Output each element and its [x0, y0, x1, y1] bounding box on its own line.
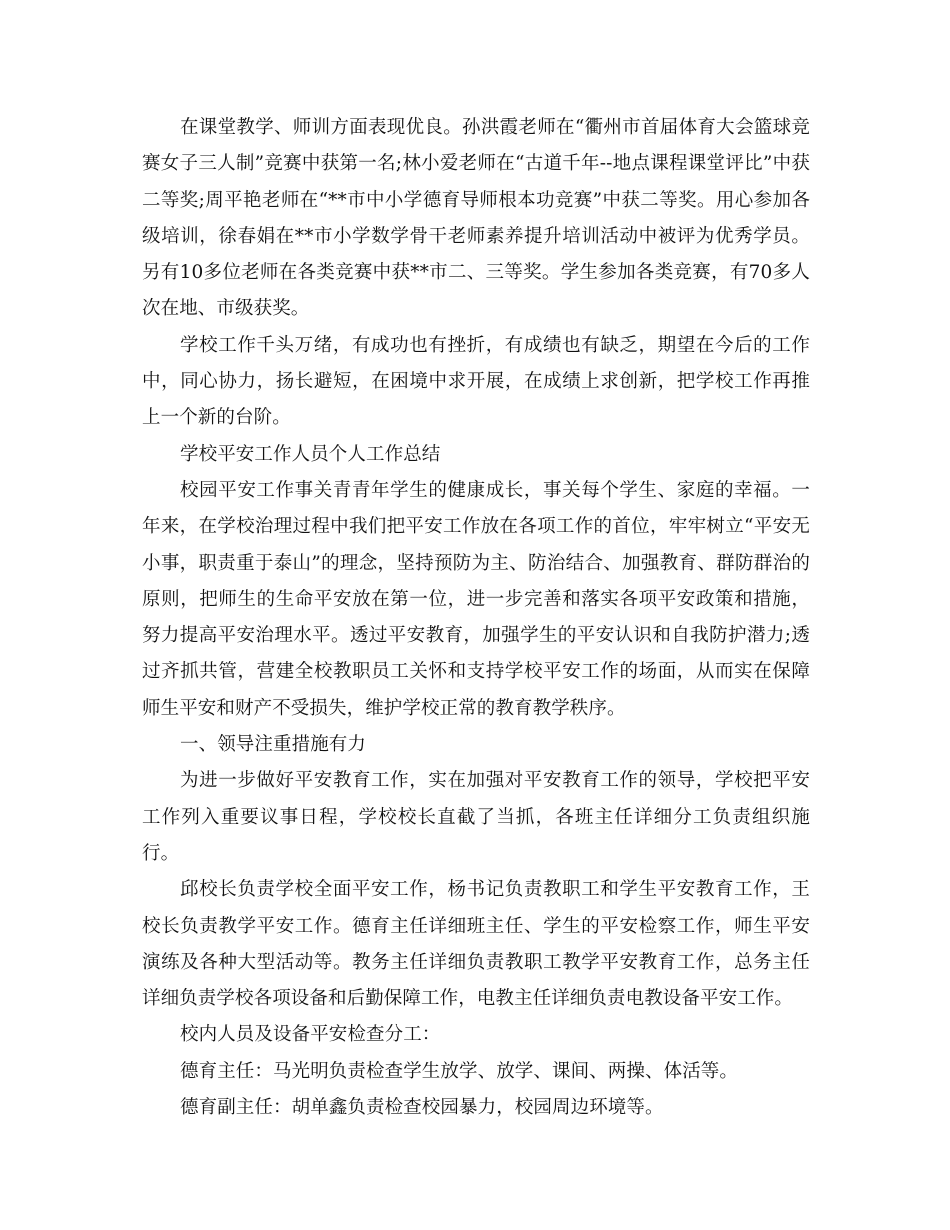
- paragraph-leadership: 为进一步做好平安教育工作，实在加强对平安教育工作的领导，学校把平安工作列入重要议事日程，学校校长直截了当抓，各班主任详细分工负责组织施行。: [142, 770, 810, 864]
- paragraph-awards: 在课堂教学、师训方面表现优良。孙洪霞老师在“衢州市首届体育大会篮球竞赛女子三人制”竞赛中获第一名;林小爱老师在“古道千年--地点课程课堂评比”中获二等奖;周平艳老师在“**市中小学德育导师根本功竞赛”中获二等奖。用心参加各级培训，徐春娟在**市小学数学骨干老师素养提升培训活动中被评为优秀学员。另有10多位老师在各类竞赛中获**市二、三等奖。学生参加各类竞赛，有70多人次在地、市级获奖。: [142, 117, 810, 320]
- paragraph-inspection-division: 校内人员及设备平安检查分工：: [180, 1024, 441, 1046]
- paragraph-safety-intro: 校园平安工作事关青青年学生的健康成长，事关每个学生、家庭的幸福。一年来，在学校治理过程中我们把平安工作放在各项工作的首位，牢牢树立“平安无小事，职责重于泰山”的理念，坚持预防为主、防治结合、加强教育、群防群治的原则，把师生的生命平安放在第一位，进一步完善和落实各项平安政策和措施，努力提高平安治理水平。透过平安教育，加强学生的平安认识和自我防护潜力;透过齐抓共管，营建全校教职员工关怀和支持学校平安工作的场面，从而实在保障师生平安和财产不受损失，维护学校正常的教育教学秩序。: [142, 479, 810, 719]
- paragraph-moral-director: 德育主任：马光明负责检查学生放学、放学、课间、两操、体活等。: [180, 1060, 739, 1082]
- paragraph-summary-outlook: 学校工作千头万绪，有成功也有挫折，有成绩也有缺乏，期望在今后的工作中，同心协力，扬长避短，在困境中求开展，在成绩上求创新，把学校工作再推上一个新的台阶。: [142, 334, 810, 429]
- section-heading-safety-summary: 学校平安工作人员个人工作总结: [180, 443, 441, 465]
- document-body: [142, 110, 810, 1126]
- subheading-leadership: 一、领导注重措施有力: [180, 734, 367, 756]
- paragraph-responsibilities: 邱校长负责学校全面平安工作，杨书记负责教职工和学生平安教育工作，王校长负责教学平安工作。德育主任详细班主任、学生的平安检察工作，师生平安演练及各种大型活动等。教务主任详细负责教职工教学平安教育工作，总务主任详细负责学校各项设备和后勤保障工作，电教主任详细负责电教设备平安工作。: [142, 879, 810, 1010]
- paragraph-moral-deputy: 德育副主任：胡单鑫负责检查校园暴力，校园周边环境等。: [180, 1097, 664, 1119]
